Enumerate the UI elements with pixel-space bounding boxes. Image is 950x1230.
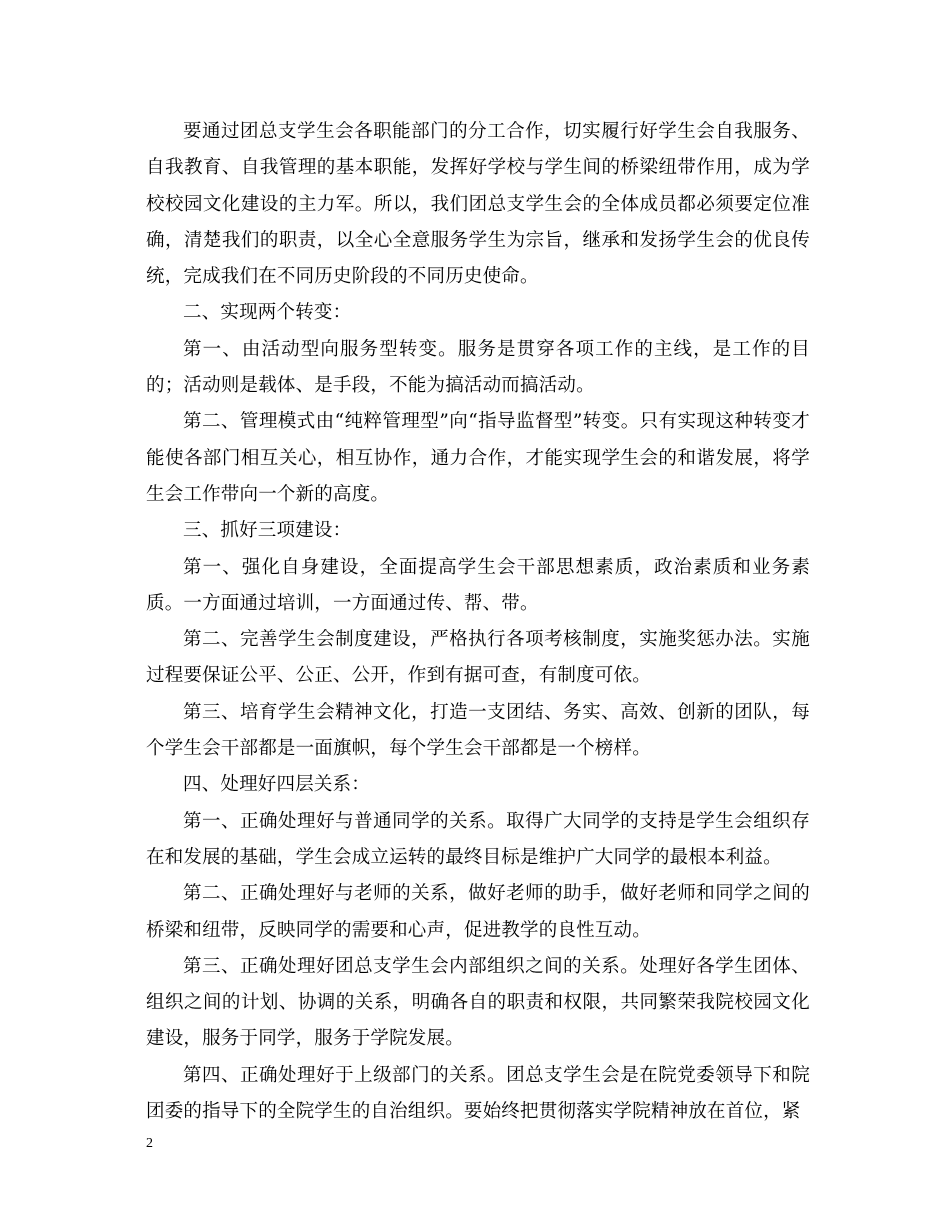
heading-four-relationships: 四、处理好四层关系： (183, 774, 371, 796)
paragraph-relationship-1: 第一、正确处理好与普通同学的关系。取得广大同学的支持是学生会组织存在和发展的基础，学生会成立运转的最终目标是维护广大同学的最根本利益。 (146, 810, 810, 868)
paragraph-construction-2: 第二、完善学生会制度建设，严格执行各项考核制度，实施奖惩办法。实施过程要保证公平、公正、公开，作到有据可查，有制度可依。 (146, 629, 810, 687)
paragraph-relationship-2: 第二、正确处理好与老师的关系，做好老师的助手，做好老师和同学之间的桥梁和纽带，反映同学的需要和心声，促进教学的良性互动。 (146, 883, 810, 941)
paragraph-construction-3: 第三、培育学生会精神文化，打造一支团结、务实、高效、创新的团队，每个学生会干部都是一面旗帜，每个学生会干部都是一个榜样。 (146, 701, 810, 760)
paragraph-construction-1: 第一、强化自身建设，全面提高学生会干部思想素质，政治素质和业务素质。一方面通过培训，一方面通过传、帮、带。 (146, 556, 810, 614)
paragraph-transformation-2: 第二、管理模式由“纯粹管理型”向“指导监督型”转变。只有实现这种转变才能使各部门相互关心，相互协作，通力合作，才能实现学生会的和谐发展，将学生会工作带向一个新的高度。 (146, 411, 810, 505)
paragraph-relationship-4: 第四、正确处理好于上级部门的关系。团总支学生会是在院党委领导下和院团委的指导下的全院学生的自治组织。要始终把贯彻落实学院精神放在首位，紧 (146, 1064, 810, 1123)
document-body (146, 114, 810, 1130)
paragraph-intro: 要通过团总支学生会各职能部门的分工合作，切实履行好学生会自我服务、自我教育、自我管理的基本职能，发挥好学校与学生间的桥梁纽带作用，成为学校校园文化建设的主力军。所以，我们团总支学生会的全体成员都必须要定位准确，清楚我们的职责，以全心全意服务学生为宗旨，继承和发扬学生会的优良传统，完成我们在不同历史阶段的不同历史使命。 (146, 121, 810, 288)
page-number: 2 (146, 1136, 153, 1151)
heading-two-transformations: 二、实现两个转变： (183, 302, 352, 324)
paragraph-transformation-1: 第一、由活动型向服务型转变。服务是贯穿各项工作的主线，是工作的目的；活动则是载体、是手段，不能为搞活动而搞活动。 (146, 338, 810, 397)
heading-three-constructions: 三、抓好三项建设： (183, 520, 352, 542)
paragraph-relationship-3: 第三、正确处理好团总支学生会内部组织之间的关系。处理好各学生团体、组织之间的计划、协调的关系，明确各自的职责和权限，共同繁荣我院校园文化建设，服务于同学，服务于学院发展。 (146, 955, 810, 1050)
